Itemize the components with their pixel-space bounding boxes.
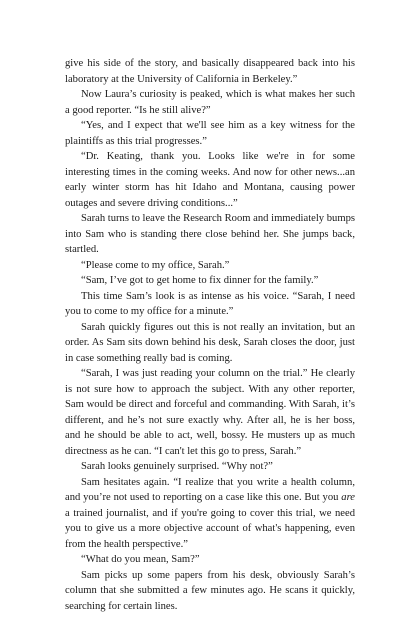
paragraph: Now Laura’s curiosity is peaked, which is what makes her such a good reporter. “Is he still alive?” (65, 89, 355, 116)
paragraph: “Sarah, I was just reading your column on the trial.” He clearly is not sure how to approach the subject. With any other reporter, Sam would be direct and forceful and commanding. With Sarah, it’s different, and he’s not sure exactly why. After all, he is her boss, and he should be able to act, well, bossy. He musters up as much directness as he can. “I can't let this go to press, Sarah.” (65, 368, 355, 457)
paragraph: “What do you mean, Sam?” (81, 554, 200, 565)
paragraph: “Yes, and I expect that we'll see him as a key witness for the plaintiffs as this trial progresses.” (65, 120, 355, 147)
paragraph (65, 475, 355, 553)
paragraph-segment: a trained journalist, and if you're going to cover this trial, we need you to give us a more objective account of what's happening, even from the health perspective.” (65, 507, 355, 550)
paragraph: Sarah quickly figures out this is not really an invitation, but an order. As Sam sits down behind his desk, Sarah closes the door, just in case something really bad is coming. (65, 321, 355, 364)
paragraph: Sarah turns to leave the Research Room and immediately bumps into Sam who is standing there close behind her. She jumps back, startled. (65, 213, 355, 255)
paragraph: “Sam, I’ve got to get home to fix dinner for the family.” (81, 275, 319, 286)
paragraph: Sam picks up some papers from his desk, obviously Sarah’s column that she submitted a few minutes ago. He scans it quickly, searching for certain lines. (65, 569, 355, 612)
paragraph: “Dr. Keating, thank you. Looks like we're in for some interesting times in the coming weeks. And now for other news...an early winter storm has hit Idaho and Montana, causing power outages and severe driving conditions...” (65, 151, 355, 209)
paragraph-continued: give his side of the story, and basically disappeared back into his laboratory at the University of California in Berkeley.” (65, 58, 355, 85)
emphasis-text: are (341, 492, 355, 503)
page-body-text (65, 56, 355, 614)
paragraph-segment: Sam hesitates again. “I realize that you write a health column, and you’re not used to reporting on a case like this one. But you (65, 476, 355, 503)
paragraph: “Please come to my office, Sarah.” (81, 259, 230, 271)
paragraph: Sarah looks genuinely surprised. “Why not?” (81, 461, 273, 472)
paragraph: This time Sam’s look is as intense as his voice. “Sarah, I need you to come to my office for a minute.” (65, 290, 355, 317)
